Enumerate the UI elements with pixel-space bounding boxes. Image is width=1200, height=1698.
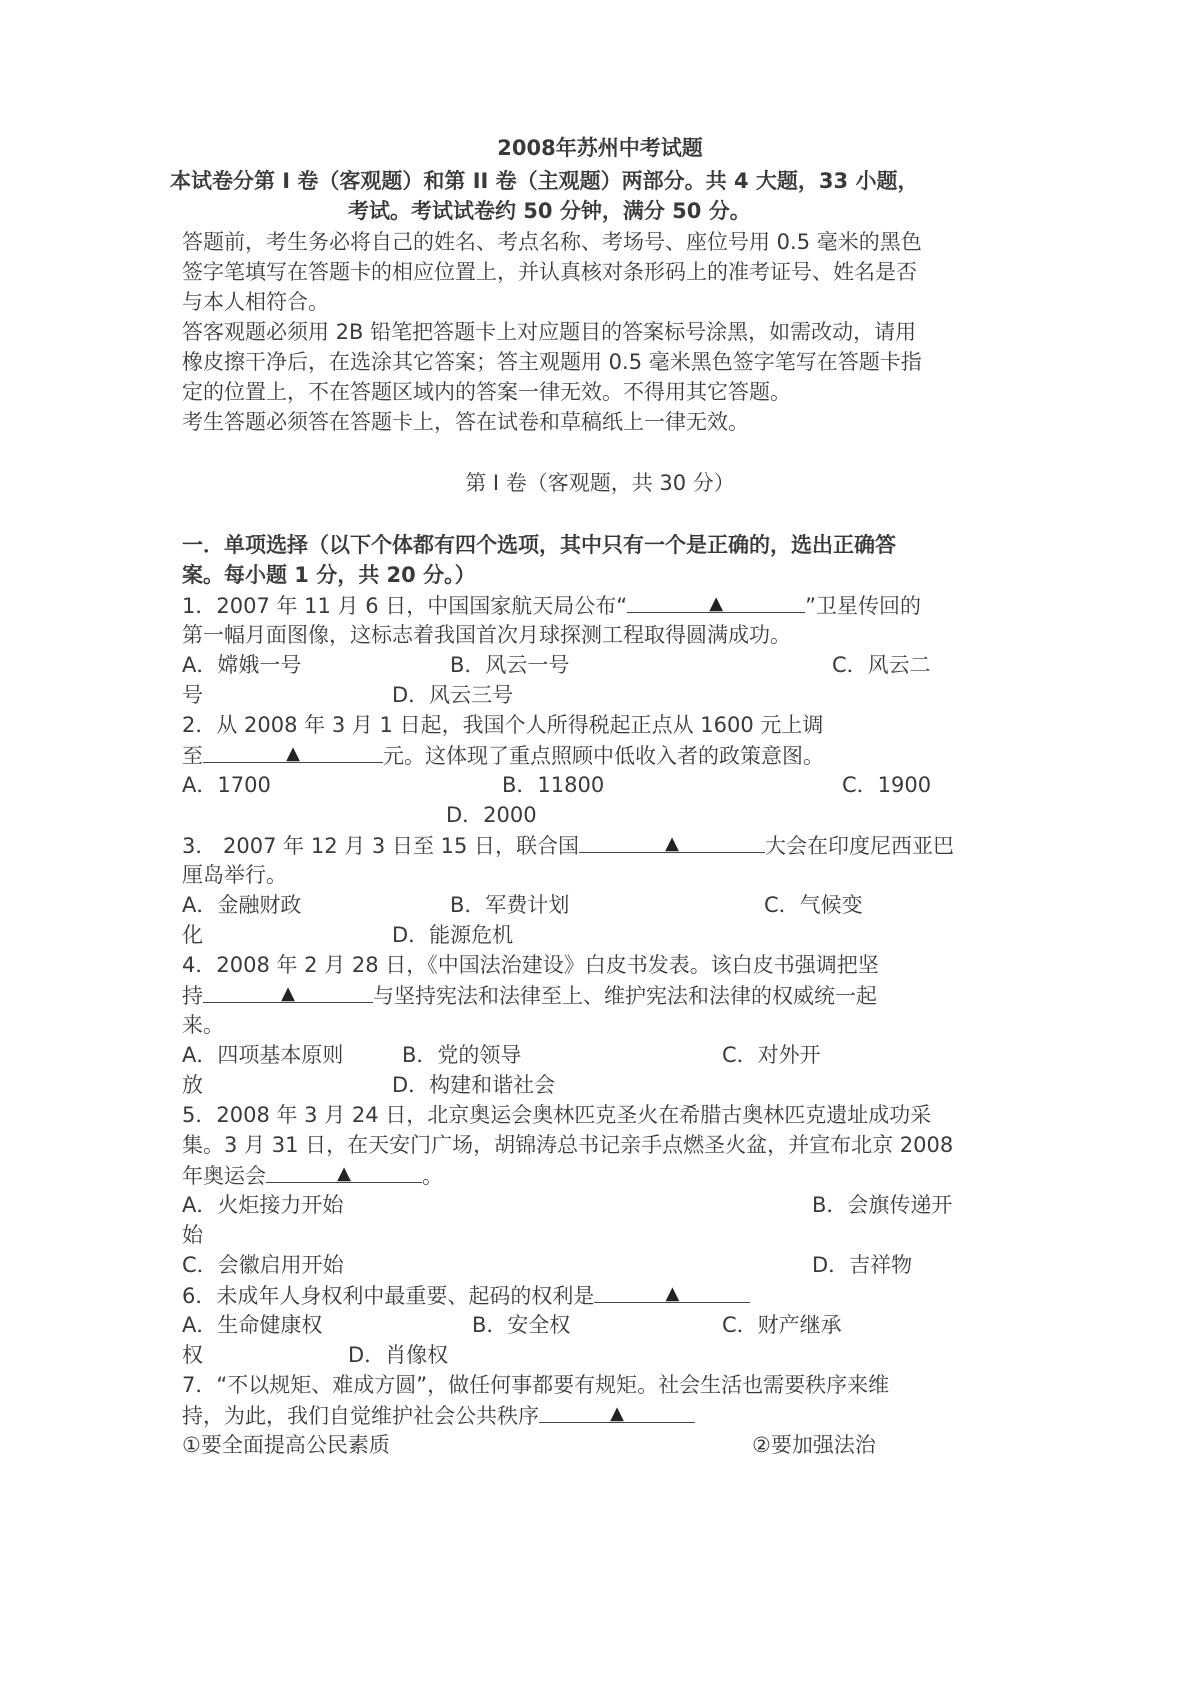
triangle-marker-icon: ▲ <box>665 1283 680 1304</box>
option-c-wrap: 号 <box>182 683 203 707</box>
triangle-marker-icon: ▲ <box>281 983 295 1004</box>
instruction-line: 与本人相符合。 <box>182 290 329 314</box>
option-b-wrap: 始 <box>182 1223 203 1247</box>
exam-subtitle-line-2: 考试。考试试卷约 50 分钟，满分 50 分。 <box>348 199 751 223</box>
option-c: C．会徽启用开始 <box>182 1253 344 1277</box>
instruction-line: 签字笔填写在答题卡的相应位置上，并认真核对条形码上的准考证号、姓名是否 <box>182 260 917 284</box>
question-4-text: 与坚持宪法和法律至上、维护宪法和法律的权威统一起 <box>373 984 877 1008</box>
question-1-line-2: 第一幅月面图像，这标志着我国首次月球探测工程取得圆满成功。 <box>182 623 791 647</box>
option-c: C．风云二 <box>832 653 931 677</box>
triangle-marker-icon: ▲ <box>610 1403 624 1424</box>
question-4-text: 持 <box>182 984 203 1008</box>
triangle-marker-icon: ▲ <box>665 833 679 854</box>
option-a: A．生命健康权 <box>182 1313 323 1337</box>
question-2-text: 元。这体现了重点照顾中低收入者的政策意图。 <box>383 744 824 768</box>
answer-blank <box>627 590 805 613</box>
option-d: D．肖像权 <box>348 1343 449 1367</box>
question-3-line-2: 厘岛举行。 <box>182 863 287 887</box>
part-one-heading-line-2: 案。每小题 1 分，共 20 分。） <box>182 563 476 587</box>
question-3 <box>182 830 954 862</box>
question-6 <box>182 1280 750 1312</box>
statement-1: ①要全面提高公民素质 <box>182 1433 390 1457</box>
instruction-line: 答题前，考生务必将自己的姓名、考点名称、考场号、座位号用 0.5 毫米的黑色 <box>182 230 922 254</box>
option-d: D．2000 <box>446 803 537 827</box>
question-5-text: 。 <box>422 1164 443 1188</box>
option-c: C．财产继承 <box>722 1313 842 1337</box>
option-a: A．火炬接力开始 <box>182 1193 344 1217</box>
question-1-text: ”卫星传回的 <box>805 594 922 618</box>
question-4-line-2 <box>182 980 877 1012</box>
instruction-line: 答客观题必须用 2B 铅笔把答题卡上对应题目的答案标号涂黑，如需改动，请用 <box>182 320 917 344</box>
answer-blank <box>539 1400 695 1423</box>
exam-title: 2008年苏州中考试题 <box>497 136 703 160</box>
exam-subtitle-line-1: 本试卷分第 I 卷（客观题）和第 II 卷（主观题）两部分。共 4 大题，33 小题， <box>170 169 919 193</box>
part-one-heading-line-1: 一．单项选择（以下个体都有四个选项，其中只有一个是正确的，选出正确答 <box>182 533 896 557</box>
option-d: D．风云三号 <box>392 683 514 707</box>
instruction-line: 考生答题必须答在答题卡上，答在试卷和草稿纸上一律无效。 <box>182 410 749 434</box>
option-b: B．11800 <box>502 773 605 797</box>
option-a: A．1700 <box>182 773 271 797</box>
option-c: C．气候变 <box>764 893 863 917</box>
option-c-wrap: 化 <box>182 923 203 947</box>
question-3-text: 大会在印度尼西亚巴 <box>765 834 955 858</box>
option-a: A．金融财政 <box>182 893 302 917</box>
instruction-line: 定的位置上，不在答题区域内的答案一律无效。不得用其它答题。 <box>182 380 791 404</box>
option-c-wrap: 权 <box>182 1343 203 1367</box>
answer-blank <box>579 830 765 853</box>
option-c: C．1900 <box>842 773 932 797</box>
question-2-line-2 <box>182 740 824 772</box>
question-4-line-3: 来。 <box>182 1013 224 1037</box>
question-7-text: 持，为此，我们自觉维护社会公共秩序 <box>182 1404 539 1428</box>
option-b: B．风云一号 <box>450 653 570 677</box>
statement-2: ②要加强法治 <box>752 1433 876 1457</box>
question-5-text: 年奥运会 <box>182 1164 266 1188</box>
question-5-line-2: 集。3 月 31 日，在天安门广场，胡锦涛总书记亲手点燃圣火盆，并宣布北京 2008 <box>182 1133 954 1157</box>
answer-blank <box>266 1160 422 1183</box>
option-b: B．军费计划 <box>450 893 570 917</box>
answer-blank <box>594 1280 750 1303</box>
question-1-text: 1．2007 年 11 月 6 日，中国国家航天局公布“ <box>182 594 628 618</box>
question-2: 2．从 2008 年 3 月 1 日起，我国个人所得税起正点从 1600 元上调 <box>182 713 824 737</box>
triangle-marker-icon: ▲ <box>337 1163 351 1184</box>
section-title: 第 I 卷（客观题，共 30 分） <box>465 471 735 495</box>
question-7: 7．“不以规矩、难成方圆”，做任何事都要有规矩。社会生活也需要秩序来维 <box>182 1373 890 1397</box>
option-c: C．对外开 <box>722 1043 821 1067</box>
question-6-text: 6．未成年人身权利中最重要、起码的权利是 <box>182 1284 595 1308</box>
triangle-marker-icon: ▲ <box>286 743 300 764</box>
option-c-wrap: 放 <box>182 1073 203 1097</box>
question-2-text: 至 <box>182 744 203 768</box>
answer-blank <box>203 740 383 763</box>
question-5: 5．2008 年 3 月 24 日，北京奥运会奥林匹克圣火在希腊古奥林匹克遗址成功采 <box>182 1103 932 1127</box>
instruction-line: 橡皮擦干净后，在选涂其它答案；答主观题用 0.5 毫米黑色签字笔写在答题卡指 <box>182 350 922 374</box>
answer-blank <box>203 980 373 1003</box>
option-d: D．吉祥物 <box>812 1253 913 1277</box>
question-4: 4．2008 年 2 月 28 日，《中国法治建设》白皮书发表。该白皮书强调把坚 <box>182 953 879 977</box>
triangle-marker-icon: ▲ <box>709 593 724 614</box>
option-d: D．能源危机 <box>392 923 514 947</box>
question-1 <box>182 590 921 622</box>
option-a: A．四项基本原则 <box>182 1043 344 1067</box>
option-b: B．党的领导 <box>402 1043 522 1067</box>
option-b: B．会旗传递开 <box>812 1193 953 1217</box>
question-3-text: 3． 2007 年 12 月 3 日至 15 日，联合国 <box>182 834 580 858</box>
question-5-line-3 <box>182 1160 443 1192</box>
question-7-line-2 <box>182 1400 695 1432</box>
option-d: D．构建和谐社会 <box>392 1073 556 1097</box>
option-a: A．嫦娥一号 <box>182 653 302 677</box>
option-b: B．安全权 <box>472 1313 571 1337</box>
